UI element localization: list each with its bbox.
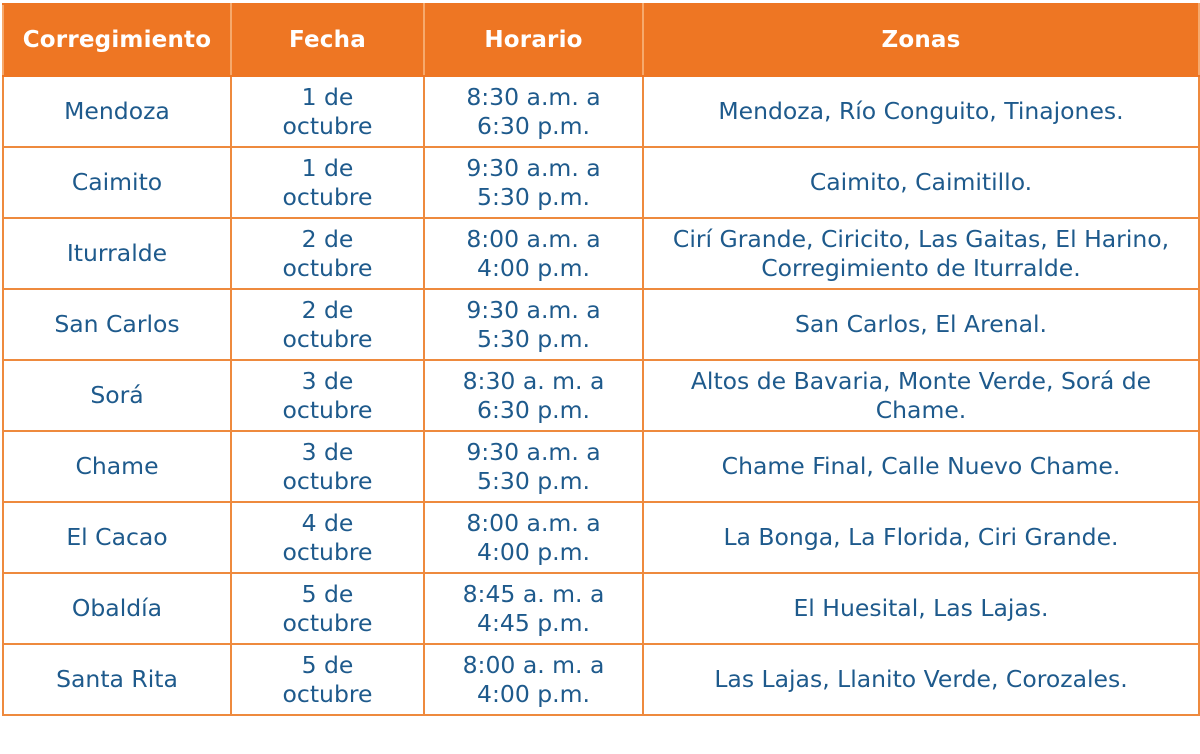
- fecha-line-1: 5 de: [301, 579, 354, 608]
- fecha-line-2: octubre: [282, 537, 373, 566]
- horario-line-1: 9:30 a.m. a: [466, 437, 601, 466]
- header-zonas: Zonas: [643, 4, 1199, 76]
- horario-line-2: 6:30 p.m.: [477, 111, 590, 140]
- horario-line-1: 8:00 a. m. a: [462, 650, 605, 679]
- horario-line-2: 4:00 p.m.: [477, 253, 590, 282]
- cell-fecha: [231, 289, 424, 360]
- cell-fecha: [231, 573, 424, 644]
- fecha-line-1: 3 de: [301, 366, 354, 395]
- cell-fecha: [231, 76, 424, 147]
- cell-horario: [424, 147, 643, 218]
- cell-horario: [424, 76, 643, 147]
- table-header: [3, 4, 1199, 76]
- cell-corregimiento: Chame: [3, 431, 231, 502]
- horario-line-2: 4:45 p.m.: [477, 608, 590, 637]
- schedule-table: [2, 3, 1200, 716]
- cell-corregimiento: El Cacao: [3, 502, 231, 573]
- horario-line-2: 6:30 p.m.: [477, 395, 590, 424]
- fecha-line-2: octubre: [282, 324, 373, 353]
- header-corregimiento: Corregimiento: [3, 4, 231, 76]
- horario-line-1: 9:30 a.m. a: [466, 153, 601, 182]
- cell-zonas: Altos de Bavaria, Monte Verde, Sorá de Chame.: [643, 360, 1199, 431]
- table-row: [3, 431, 1199, 502]
- table-body: [3, 76, 1199, 715]
- fecha-line-2: octubre: [282, 111, 373, 140]
- cell-horario: [424, 644, 643, 715]
- horario-line-1: 8:30 a. m. a: [462, 366, 605, 395]
- horario-line-2: 5:30 p.m.: [477, 324, 590, 353]
- fecha-line-1: 2 de: [301, 224, 354, 253]
- header-horario: Horario: [424, 4, 643, 76]
- horario-line-2: 4:00 p.m.: [477, 537, 590, 566]
- cell-horario: [424, 573, 643, 644]
- fecha-line-1: 3 de: [301, 437, 354, 466]
- cell-zonas: Cirí Grande, Ciricito, Las Gaitas, El Harino, Corregimiento de Iturralde.: [643, 218, 1199, 289]
- fecha-line-1: 2 de: [301, 295, 354, 324]
- fecha-line-1: 5 de: [301, 650, 354, 679]
- cell-zonas: San Carlos, El Arenal.: [643, 289, 1199, 360]
- fecha-line-1: 1 de: [301, 153, 354, 182]
- cell-zonas: El Huesital, Las Lajas.: [643, 573, 1199, 644]
- table-row: [3, 76, 1199, 147]
- horario-line-1: 9:30 a.m. a: [466, 295, 601, 324]
- horario-line-2: 5:30 p.m.: [477, 466, 590, 495]
- cell-zonas: Caimito, Caimitillo.: [643, 147, 1199, 218]
- table-row: [3, 289, 1199, 360]
- cell-horario: [424, 431, 643, 502]
- fecha-line-2: octubre: [282, 679, 373, 708]
- cell-horario: [424, 360, 643, 431]
- cell-corregimiento: San Carlos: [3, 289, 231, 360]
- table-row: [3, 360, 1199, 431]
- cell-zonas: Las Lajas, Llanito Verde, Corozales.: [643, 644, 1199, 715]
- header-fecha: Fecha: [231, 4, 424, 76]
- fecha-line-2: octubre: [282, 395, 373, 424]
- cell-corregimiento: Caimito: [3, 147, 231, 218]
- horario-line-2: 5:30 p.m.: [477, 182, 590, 211]
- horario-line-2: 4:00 p.m.: [477, 679, 590, 708]
- cell-zonas: Mendoza, Río Conguito, Tinajones.: [643, 76, 1199, 147]
- cell-fecha: [231, 644, 424, 715]
- cell-corregimiento: Santa Rita: [3, 644, 231, 715]
- cell-corregimiento: Iturralde: [3, 218, 231, 289]
- cell-fecha: [231, 218, 424, 289]
- horario-line-1: 8:00 a.m. a: [466, 508, 601, 537]
- fecha-line-2: octubre: [282, 466, 373, 495]
- cell-horario: [424, 218, 643, 289]
- fecha-line-1: 1 de: [301, 82, 354, 111]
- cell-fecha: [231, 147, 424, 218]
- cell-zonas: Chame Final, Calle Nuevo Chame.: [643, 431, 1199, 502]
- cell-fecha: [231, 360, 424, 431]
- fecha-line-2: octubre: [282, 182, 373, 211]
- fecha-line-1: 4 de: [301, 508, 354, 537]
- table-row: [3, 644, 1199, 715]
- cell-corregimiento: Mendoza: [3, 76, 231, 147]
- cell-horario: [424, 502, 643, 573]
- table-row: [3, 218, 1199, 289]
- table-row: [3, 502, 1199, 573]
- horario-line-1: 8:00 a.m. a: [466, 224, 601, 253]
- cell-zonas: La Bonga, La Florida, Ciri Grande.: [643, 502, 1199, 573]
- cell-corregimiento: Sorá: [3, 360, 231, 431]
- cell-fecha: [231, 502, 424, 573]
- table-row: [3, 147, 1199, 218]
- table-row: [3, 573, 1199, 644]
- horario-line-1: 8:45 a. m. a: [462, 579, 605, 608]
- cell-horario: [424, 289, 643, 360]
- cell-fecha: [231, 431, 424, 502]
- cell-corregimiento: Obaldía: [3, 573, 231, 644]
- header-row: [3, 4, 1199, 76]
- fecha-line-2: octubre: [282, 608, 373, 637]
- fecha-line-2: octubre: [282, 253, 373, 282]
- horario-line-1: 8:30 a.m. a: [466, 82, 601, 111]
